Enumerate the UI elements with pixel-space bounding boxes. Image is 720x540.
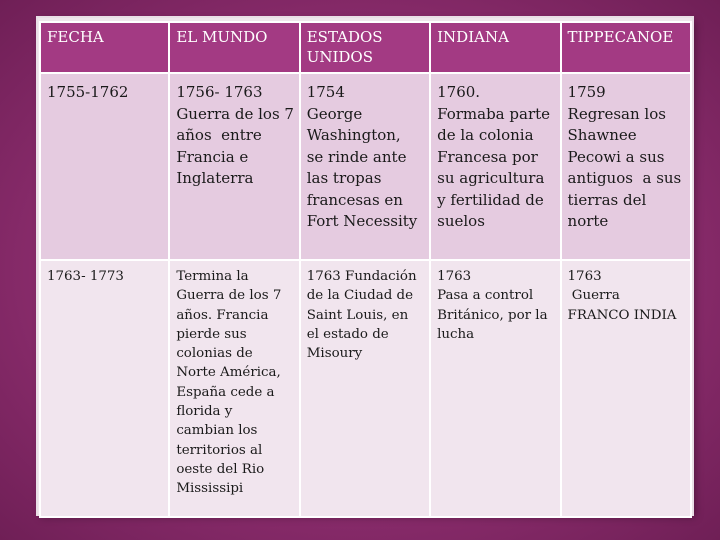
cell-tippecanoe [561,73,691,260]
cell-text-line: Británico, por la [437,307,548,323]
history-timeline-table [39,21,692,518]
table-row [40,73,691,260]
cell-text-line: el estado de [306,326,389,342]
table-row [40,260,691,517]
cell-text-line: FRANCO INDIA [567,307,677,323]
cell-text-line: su agricultura [437,169,545,187]
cell-fecha: 1763- 1773 [40,260,169,517]
cell-indiana [430,260,560,517]
cell-text-line: Pasa a control [437,288,534,304]
cell-text-line: Guerra de los 7 [176,104,294,123]
cell-text-line: tierras del [567,190,647,209]
cell-text-line: oeste del Rio [176,461,265,477]
cell-text-line: años entre [176,126,262,144]
cell-estados-unidos [300,260,430,517]
cell-text-line: Francia e [176,147,249,166]
cell-text-line: se rinde ante [306,147,407,166]
cell-text-line: Shawnee [567,126,637,144]
cell-text-line: 1754 [306,83,345,101]
cell-text-line: cambian los [176,423,258,439]
cell-text-line: 1763 [437,269,472,284]
cell-text-line: Inglaterra [176,169,254,187]
cell-text-line: 1759 [567,83,606,101]
cell-text-line: francesas en [306,190,403,209]
header-el-mundo: EL MUNDO [169,22,299,73]
cell-text-line: 1763 [567,269,602,284]
cell-text-line: colonias de [176,346,253,362]
cell-el-mundo [169,73,299,260]
cell-text-line: Fort Necessity [306,212,418,230]
cell-text-line: de la colonia [437,126,534,144]
cell-text-line: Saint Louis, en [306,307,409,323]
cell-el-mundo [169,260,299,517]
cell-text-line: George [306,104,363,123]
cell-text-line: Norte América, [176,365,281,381]
header-tippecanoe: TIPPECANOE [561,22,691,73]
cell-text-line: territorios al [176,442,263,458]
cell-text-line: 1760. [437,83,481,101]
table-header-row [40,22,691,73]
cell-text-line: Misoury [306,346,363,362]
cell-text-line: 1763 Fundación [306,269,417,284]
cell-text-line: y fertilidad de [437,190,544,209]
cell-text-line: Francesa por [437,147,538,166]
cell-text-line: florida y [176,404,233,420]
cell-text-line: años. Francia [176,307,269,323]
cell-text-line: antiguos a sus [567,169,682,187]
cell-indiana [430,73,560,260]
cell-text-line: pierde sus [176,326,247,342]
cell-text-line: Pecowi a sus [567,147,665,166]
cell-text-line: España cede a [176,384,275,400]
cell-tippecanoe [561,260,691,517]
header-fecha: FECHA [40,22,169,73]
cell-text-line: suelos [437,212,485,230]
cell-text-line: Formaba parte [437,104,551,123]
cell-text-line: Termina la [176,269,249,284]
cell-text-line: lucha [437,326,475,342]
cell-text-line: Guerra [567,288,620,304]
cell-text-line: de la Ciudad de [306,288,414,304]
cell-fecha: 1755-1762 [40,73,169,260]
cell-text-line: Washington, [306,126,401,144]
cell-text-line: Guerra de los 7 [176,288,282,304]
cell-text-line: norte [567,212,609,230]
cell-estados-unidos [300,73,430,260]
cell-text-line: las tropas [306,169,382,187]
header-indiana: INDIANA [430,22,560,73]
cell-text-line: 1756- 1763 [176,83,263,101]
cell-text-line: Mississipi [176,481,244,497]
cell-text-line: Regresan los [567,104,666,123]
header-estados-unidos: ESTADOS UNIDOS [300,22,430,73]
